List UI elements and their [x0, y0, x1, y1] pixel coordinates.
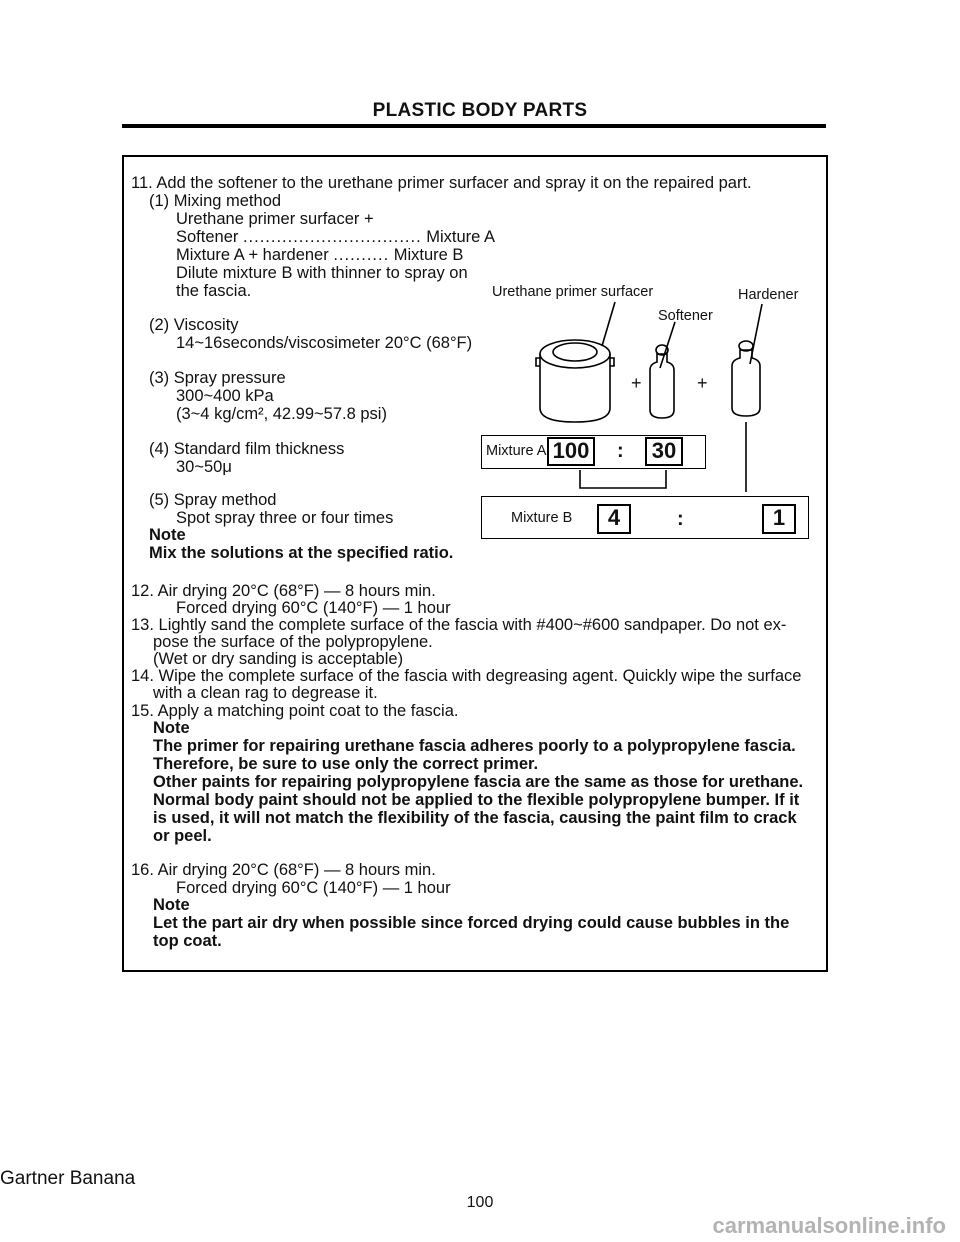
step-13-line-3: (Wet or dry sanding is acceptable) [153, 650, 404, 668]
pressure-value-2: (3~4 kg/cm², 42.99~57.8 psi) [176, 405, 387, 423]
film-heading: (4) Standard film thickness [149, 440, 345, 458]
step-11-text: 11. Add the softener to the urethane primer surfacer and spray it on the repaired part. [131, 174, 752, 192]
step-13-line-1: 13. Lightly sand the complete surface of the fascia with #400~#600 sandpaper. Do not ex- [131, 616, 787, 634]
step-15-note-1: The primer for repairing urethane fascia adheres poorly to a polypropylene fascia. [153, 737, 796, 755]
step-16-line-2: Forced drying 60°C (140°F) — 1 hour [176, 879, 451, 897]
label-softener: Softener [658, 308, 713, 324]
step-16-note-1: Let the part air dry when possible since forced drying could cause bubbles in the [153, 914, 790, 932]
step-16-note-label: Note [153, 896, 190, 914]
leader-primer [602, 302, 615, 346]
pressure-heading: (3) Spray pressure [149, 369, 286, 387]
step-15-line-1: 15. Apply a matching point coat to the fascia. [131, 702, 459, 720]
ratio-a-1: 100 [547, 437, 595, 466]
mix-line-3-item: Mixture A + hardener [176, 246, 329, 264]
film-value: 30~50μ [176, 458, 232, 476]
plus-sign-1: + [631, 373, 642, 393]
viscosity-heading: (2) Viscosity [149, 316, 239, 334]
mixture-b-label: Mixture B [511, 510, 573, 526]
header-rule [122, 124, 826, 128]
ratio-a-colon: : [617, 440, 624, 462]
mix-line-2 [176, 229, 495, 247]
mixing-method-heading: (1) Mixing method [149, 192, 282, 210]
mix-line-3-leader: .......... [333, 246, 390, 264]
mix-line-4: Dilute mixture B with thinner to spray on [176, 264, 468, 282]
mix-line-1: Urethane primer surfacer + [176, 210, 374, 228]
method-value: Spot spray three or four times [176, 509, 394, 527]
mixture-a-label: Mixture A [486, 443, 547, 459]
method-heading: (5) Spray method [149, 491, 277, 509]
step-15-note-4: Normal body paint should not be applied to the flexible polypropylene bumper. If it [153, 791, 800, 809]
ratio-b-colon: : [677, 508, 684, 530]
mix-line-2-leader: ................................ [242, 228, 422, 246]
note-label: Note [149, 526, 186, 544]
step-15-note-label: Note [153, 719, 190, 737]
pressure-value-1: 300~400 kPa [176, 387, 274, 405]
ratio-a-2: 30 [645, 437, 683, 466]
mix-line-5: the fascia. [176, 282, 252, 300]
note-text: Mix the solutions at the specified ratio. [149, 544, 454, 562]
mix-line-3-result: Mixture B [393, 246, 464, 264]
hardener-bottle-icon [732, 341, 760, 416]
footer-brand: Gartner Banana [0, 1168, 136, 1189]
ratio-b-1: 4 [597, 504, 631, 534]
softener-bottle-icon [650, 345, 674, 418]
page-title: PLASTIC BODY PARTS [372, 100, 588, 121]
primer-can-icon [536, 340, 614, 422]
step-13-line-2: pose the surface of the polypropylene. [153, 633, 433, 651]
step-15-note-6: or peel. [153, 827, 212, 845]
step-15-note-5: is used, it will not match the flexibility of the fascia, causing the paint film to crack [153, 809, 797, 827]
plus-sign-2: + [697, 373, 708, 393]
step-16-note-2: top coat. [153, 932, 222, 950]
ratio-b-2: 1 [762, 504, 796, 534]
label-hardener: Hardener [738, 287, 799, 303]
step-15-note-2: Therefore, be sure to use only the correct primer. [153, 755, 539, 773]
step-12-line-1: 12. Air drying 20°C (68°F) — 8 hours min. [131, 582, 436, 600]
step-16-line-1: 16. Air drying 20°C (68°F) — 8 hours min. [131, 861, 436, 879]
step-12-line-2: Forced drying 60°C (140°F) — 1 hour [176, 599, 451, 617]
connector-a [580, 470, 666, 488]
step-15-note-3: Other paints for repairing polypropylene fascia are the same as those for urethane. [153, 773, 804, 791]
page-number: 100 [466, 1194, 494, 1211]
label-primer: Urethane primer surfacer [492, 284, 654, 300]
mix-line-2-result: Mixture A [426, 228, 496, 246]
viscosity-value: 14~16seconds/viscosimeter 20°C (68°F) [176, 334, 473, 352]
step-14-line-1: 14. Wipe the complete surface of the fascia with degreasing agent. Quickly wipe the surface [131, 667, 802, 685]
mix-line-2-item: Softener [176, 228, 239, 246]
step-14-line-2: with a clean rag to degrease it. [153, 684, 378, 702]
mix-line-3 [176, 247, 463, 265]
watermark: carmanualsonline.info [712, 1213, 946, 1238]
